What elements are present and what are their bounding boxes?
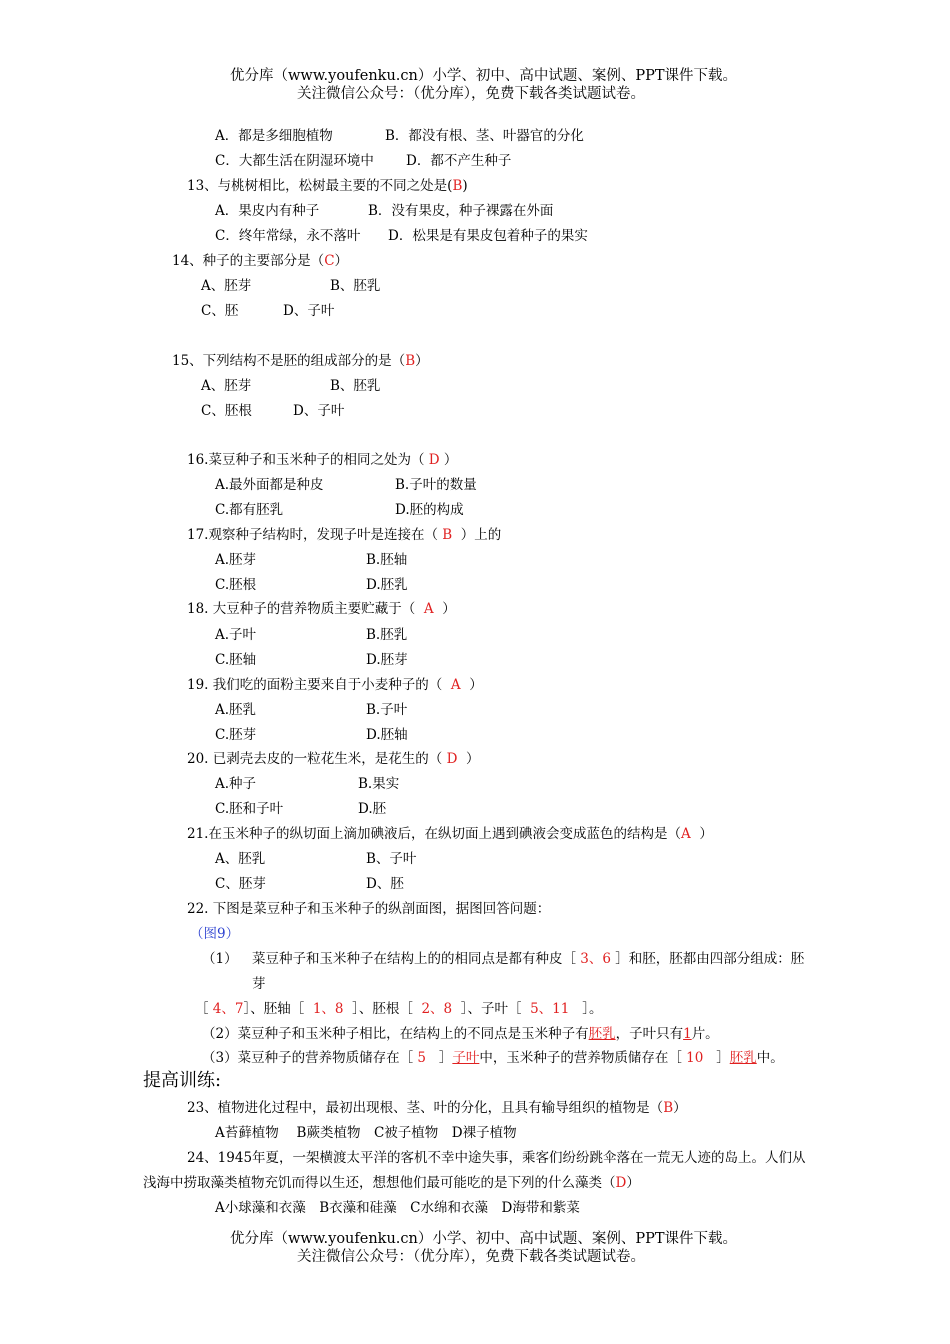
q16-stem [187, 451, 457, 469]
q18-option-a: A.子叶 [215, 627, 257, 643]
q13-option-d: D．松果是有果皮包着种子的果实 [388, 228, 588, 244]
q22-part2 [202, 1025, 719, 1043]
q23-stem-text: 23、植物进化过程中，最初出现根、茎、叶的分化，且具有输导组织的植物是（ [187, 1100, 664, 1116]
q14-option-c: C、胚 [201, 303, 239, 319]
q22-part2-answer-endosperm: 胚乳 [588, 1026, 616, 1042]
q13-stem-text: 13、与桃树相比，松树最主要的不同之处是( [187, 178, 453, 194]
q22-part3-text: （3）菜豆种子的营养物质储存在［ [202, 1050, 414, 1066]
q19-answer: A [450, 677, 461, 693]
q21-option-c: C、胚芽 [215, 876, 266, 892]
q22-part2-answer-count: 1 [683, 1026, 692, 1042]
q23-answer: B [663, 1100, 674, 1116]
q22-text-end: ］。 [582, 1001, 603, 1017]
q22-part3-answer-2: 子叶 [452, 1050, 480, 1066]
q12-option-d: D．都不产生种子 [406, 153, 512, 169]
q12-option-a: A．都是多细胞植物 [215, 128, 333, 144]
q15-close: ） [415, 353, 429, 369]
q13-option-a: A．果皮内有种子 [215, 203, 320, 219]
q19-option-b: B.子叶 [366, 702, 408, 718]
q16-option-c: C.都有胚乳 [215, 502, 284, 518]
q14-stem-text: 14、种子的主要部分是（ [172, 253, 325, 269]
q18-stem [187, 600, 456, 618]
q22-part2-tail: 片。 [691, 1026, 719, 1042]
q21-option-a: A、胚乳 [215, 851, 266, 867]
q13-option-b: B．没有果皮，种子裸露在外面 [368, 203, 554, 219]
q19-option-a: A.胚乳 [215, 702, 257, 718]
q12-option-c: C．大都生活在阴湿环境中 [215, 153, 374, 169]
q19-stem-text: 19. 我们吃的面粉主要来自于小麦种子的（ [187, 677, 443, 693]
q17-option-d: D.胚乳 [366, 577, 408, 593]
q21-answer: A [680, 826, 691, 842]
q18-option-d: D.胚芽 [366, 652, 408, 668]
q18-stem-text: 18. 大豆种子的营养物质主要贮藏于（ [187, 601, 416, 617]
q21-option-d: D、胚 [366, 876, 404, 892]
q20-option-b: B.果实 [358, 776, 400, 792]
q20-option-d: D.胚 [358, 801, 387, 817]
q16-option-b: B.子叶的数量 [395, 477, 477, 493]
q22-part1-line2 [195, 1000, 602, 1018]
q14-answer: C [324, 253, 335, 269]
q22-part1-wrap: 芽 [252, 976, 266, 992]
q18-answer: A [423, 601, 434, 617]
q14-close: ） [334, 253, 349, 269]
q20-option-c: C.胚和子叶 [215, 801, 284, 817]
q22-part3-answer-3: 10 [686, 1050, 704, 1066]
q22-part3 [202, 1049, 784, 1067]
q22-stem: 22. 下图是菜豆种子和玉米种子的纵剖面图，据图回答问题： [187, 901, 551, 917]
q22-part3-answer-1: 5 [417, 1050, 426, 1066]
q18-option-b: B.胚乳 [366, 627, 408, 643]
q15-stem-text: 15、下列结构不是胚的组成部分的是（ [172, 353, 406, 369]
q22-part2-text: （2）菜豆种子和玉米种子相比，在结构上的不同点是玉米种子有 [202, 1026, 589, 1042]
q19-option-c: C.胚芽 [215, 727, 257, 743]
q15-answer: B [405, 353, 416, 369]
q17-stem-text: 17.观察种子结构时，发现子叶是连接在（ [187, 527, 438, 543]
footer-line-1: 优分库（www.youfenku.cn）小学、初中、高中试题、案例、PPT课件下载。 [230, 1231, 738, 1247]
q20-stem-text: 20. 已剥壳去皮的一粒花生米，是花生的（ [187, 751, 443, 767]
q20-stem [187, 750, 479, 768]
q22-text-hypocotyl: ］、胚轴［ [243, 1001, 305, 1017]
q24-line2-text: 浅海中捞取藻类植物充饥而得以生还，想想他们最可能吃的是下列的什么藻类（ [143, 1175, 616, 1191]
q22-part1-text: 菜豆种子和玉米种子在结构上的的相同点是都有种皮［ [252, 951, 576, 967]
q16-stem-text: 16.菜豆种子和玉米种子的相同之处为（ [187, 452, 425, 468]
q22-part1-answer-seed-coat: 3、6 [580, 951, 611, 967]
q22-text-cotyledon: ］、子叶［ [460, 1001, 522, 1017]
q24-answer: D [615, 1175, 627, 1191]
q22-part3-answer-4: 胚乳 [729, 1050, 757, 1066]
q18-close: ） [442, 601, 456, 617]
q22-part3-text-5: 中。 [756, 1050, 784, 1066]
q22-part3-text-3: 中，玉米种子的营养物质储存在［ [479, 1050, 682, 1066]
q24-line1: 24、1945年夏，一架横渡太平洋的客机不幸中途失事，乘客们纷纷跳伞落在一荒无人迹的岛上。人们从 [187, 1150, 806, 1166]
q15-stem [172, 352, 429, 370]
section-title: 提高训练: [143, 1070, 222, 1091]
q17-answer: B [442, 527, 453, 543]
q15-option-d: D、子叶 [293, 403, 345, 419]
q19-option-d: D.胚轴 [366, 727, 408, 743]
header-line-1: 优分库（www.youfenku.cn）小学、初中、高中试题、案例、PPT课件下载。 [230, 68, 738, 84]
q19-stem [187, 676, 483, 694]
q14-option-b: B、胚乳 [330, 278, 381, 294]
q23-options: A苔藓植物 B蕨类植物 C被子植物 D裸子植物 [215, 1125, 517, 1141]
q22-answer-radicle: 2、8 [421, 1001, 453, 1017]
q21-close: ） [699, 826, 713, 842]
q22-answer-hypocotyl: 1、8 [312, 1001, 344, 1017]
q22-answer-cotyledon: 5、11 [530, 1001, 570, 1017]
q16-close: ） [443, 452, 458, 468]
q16-option-a: A.最外面都是种皮 [215, 477, 324, 493]
q17-stem [187, 526, 501, 544]
q16-answer: D [428, 452, 440, 468]
q19-close: ） [469, 677, 483, 693]
q17-option-b: B.胚轴 [366, 552, 408, 568]
q18-option-c: C.胚轴 [215, 652, 257, 668]
header-line-2: 关注微信公众号：（优分库），免费下载各类试题试卷。 [297, 86, 645, 102]
q16-option-d: D.胚的构成 [395, 502, 464, 518]
q15-option-a: A、胚芽 [201, 378, 252, 394]
q22-bracket-open: ［ [195, 1001, 209, 1017]
q14-stem [172, 252, 348, 270]
q24-options: A小球藻和衣藻 B衣藻和硅藻 C水绵和衣藻 D海带和紫菜 [215, 1200, 580, 1216]
q22-part3-text-2: ］ [438, 1050, 453, 1066]
q20-answer: D [446, 751, 458, 767]
q22-figure-ref: （图9） [190, 926, 240, 942]
q13-option-c: C．终年常绿，永不落叶 [215, 228, 361, 244]
footer-line-2: 关注微信公众号：（优分库），免费下载各类试题试卷。 [297, 1249, 645, 1265]
q21-stem [187, 825, 713, 843]
q22-part1-line1 [252, 950, 804, 968]
q24-line2 [143, 1174, 640, 1192]
q15-option-c: C、胚根 [201, 403, 252, 419]
q21-option-b: B、子叶 [366, 851, 417, 867]
q14-option-a: A、胚芽 [201, 278, 252, 294]
q22-part1-label: （1） [202, 951, 238, 967]
q22-answer-plumule: 4、7 [212, 1001, 244, 1017]
q13-close: ) [462, 178, 468, 194]
q14-option-d: D、子叶 [283, 303, 335, 319]
q22-part3-text-4: ］ [716, 1050, 730, 1066]
q13-stem [187, 177, 468, 195]
q12-option-b: B．都没有根、茎、叶器官的分化 [385, 128, 584, 144]
q17-close: ）上的 [460, 527, 502, 543]
q20-close: ） [465, 751, 480, 767]
q21-stem-text: 21.在玉米种子的纵切面上滴加碘液后，在纵切面上遇到碘液会变成蓝色的结构是（ [187, 826, 681, 842]
q23-close: ） [673, 1100, 687, 1116]
q23-stem [187, 1099, 687, 1117]
q15-option-b: B、胚乳 [330, 378, 381, 394]
q17-option-a: A.胚芽 [215, 552, 257, 568]
q22-part2-mid: ，子叶只有 [615, 1026, 684, 1042]
q22-text-radicle: ］、胚根［ [352, 1001, 413, 1017]
q24-close: ） [626, 1175, 640, 1191]
q13-answer: B [452, 178, 463, 194]
q22-part1-tail: ］和胚，胚都由四部分组成：胚 [615, 951, 805, 967]
q20-option-a: A.种子 [215, 776, 257, 792]
q17-option-c: C.胚根 [215, 577, 257, 593]
